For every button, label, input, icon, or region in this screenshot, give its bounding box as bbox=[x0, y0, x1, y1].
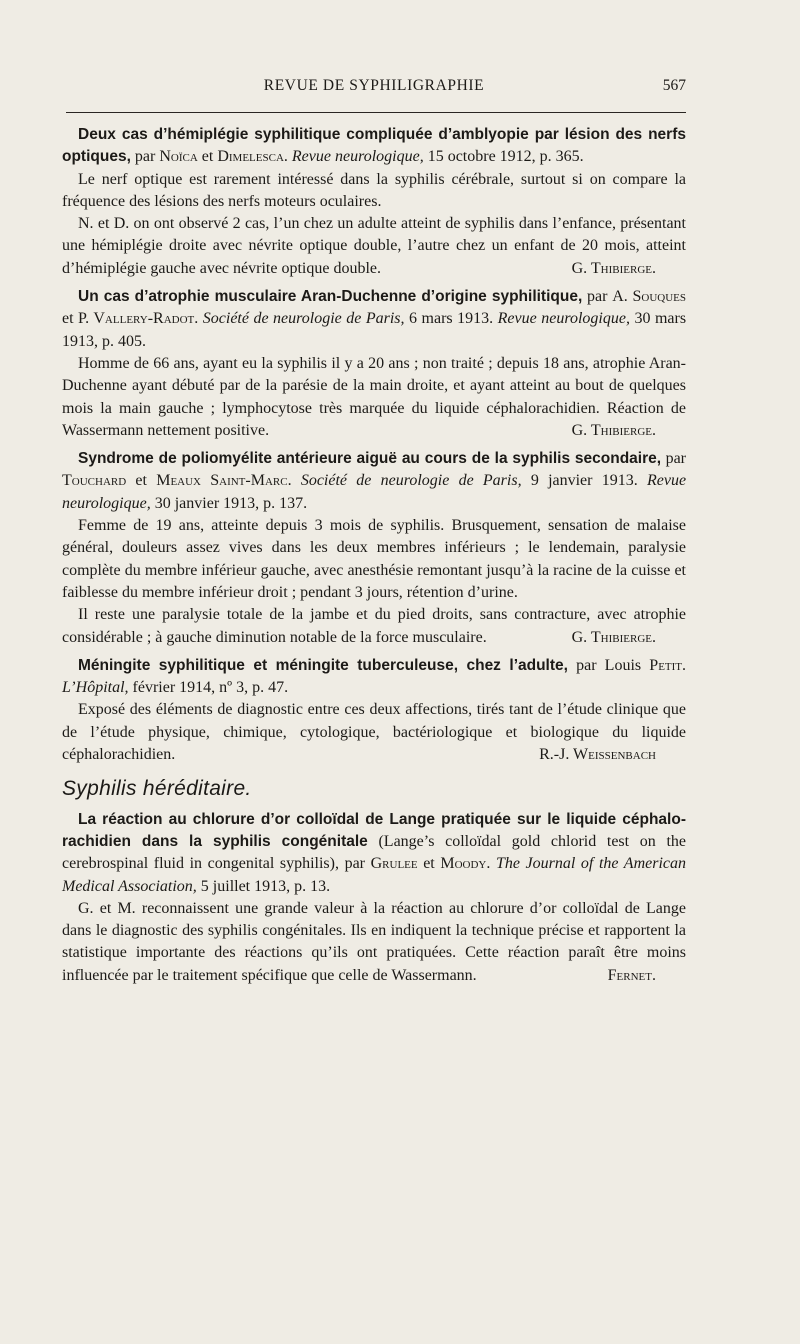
journal-name: Revue neurologique, bbox=[291, 148, 424, 166]
citation-date: février 1914, nº 3, p. 47. bbox=[132, 679, 289, 697]
citation-date: 30 mars 1913, p. 405. bbox=[62, 310, 687, 350]
signature: R.-J. Weissenbach bbox=[539, 746, 656, 764]
review-entry-hemiplegie bbox=[62, 124, 686, 280]
citation-date: 6 mars 1913. bbox=[409, 310, 494, 328]
page-content bbox=[62, 124, 686, 993]
entry-paragraph: Le nerf optique est rarement intéressé dans la syphilis cérébrale, surtout si on compare la fréquence des lésions des nerfs moteurs oculaires. bbox=[62, 170, 686, 210]
entry-paragraph-text: N. et D. on ont observé 2 cas, l’un chez un adulte atteint de syphilis dans l’enfance, présentant une hémiplégie droite avec névrite optique double, l’autre chez un enfant de 20 mois, atteint d’hémiplégie gauche avec névrite optique double. bbox=[62, 215, 686, 277]
entry-citation bbox=[62, 809, 686, 898]
entry-paragraph: Femme de 19 ans, atteinte depuis 3 mois de syphilis. Brusquement, sensation de malaise général, douleurs assez vives dans les deux membres inférieurs ; le lendemain, paralysie complète du membre inférieur gauche, avec anesthésie remontant jusqu’à la racine de la cuisse et faiblesse du membre inférieur droit ; pendant 3 jours, rétention d’urine. bbox=[62, 517, 686, 601]
citation-by: par bbox=[665, 450, 687, 468]
journal-name: Revue neurologique, bbox=[62, 472, 687, 512]
english-title: (Lange’s colloïdal gold chlorid test on the cerebrospinal fluid in congenital syphilis), bbox=[62, 832, 687, 873]
entry-title: La réaction au chlorure d’or colloïdal de Lange pratiquée sur le liquide céphalo-rachidien dans la syphilis congénitale bbox=[62, 810, 686, 850]
review-entry-poliomyelite bbox=[62, 448, 686, 649]
signature: Fernet. bbox=[607, 966, 656, 984]
review-entry-lange-reaction bbox=[62, 809, 686, 987]
entry-paragraph-text: Il reste une paralysie totale de la jambe et du pied droits, sans contracture, avec atrophie considérable ; à gauche diminution notable de la force musculaire. bbox=[62, 606, 686, 646]
citation-and: et bbox=[423, 855, 435, 873]
entry-paragraph-text: Homme de 66 ans, ayant eu la syphilis il y a 20 ans ; non traité ; depuis 18 ans, atrophie Aran-Duchenne ayant débuté par de la parésie de la main droite, et ayant atteint au bout de quelques mois la main gauche ; lymphocytose très marquée du liquide céphalorachidien. Réaction de Wassermann nettement positive. bbox=[62, 354, 686, 439]
journal-name: Société de neurologie de Paris, bbox=[202, 310, 405, 328]
citation-and: et bbox=[62, 310, 74, 328]
author: Touchard bbox=[62, 472, 127, 490]
author: Grulee bbox=[370, 855, 418, 873]
journal-name: L’Hôpital, bbox=[62, 679, 129, 697]
author: P. Vallery-Radot. bbox=[78, 310, 199, 328]
citation-date: 15 octobre 1912, p. 365. bbox=[427, 148, 584, 166]
entry-paragraph bbox=[62, 353, 686, 442]
signature: G. Thibierge. bbox=[571, 628, 656, 646]
review-entry-meningite bbox=[62, 655, 686, 766]
page-number: 567 bbox=[662, 77, 686, 94]
journal-name: Revue neurologique, bbox=[497, 310, 630, 328]
citation-by: par bbox=[587, 288, 608, 306]
author: Noïca bbox=[159, 148, 198, 166]
entry-paragraph bbox=[62, 213, 686, 280]
author: Moody. bbox=[440, 855, 491, 873]
entry-title: Un cas d’atrophie musculaire Aran-Duchenne d’origine syphilitique, bbox=[78, 288, 583, 306]
citation-date: 9 janvier 1913. bbox=[530, 472, 638, 490]
entry-paragraph bbox=[62, 699, 686, 766]
citation-and: et bbox=[135, 472, 147, 490]
entry-citation bbox=[62, 124, 686, 169]
section-heading: Syphilis héréditaire. bbox=[62, 777, 252, 801]
citation-by: par bbox=[134, 148, 156, 166]
author: Petit. bbox=[649, 656, 687, 674]
header-rule bbox=[66, 112, 686, 113]
page-header bbox=[62, 77, 686, 99]
entry-paragraph bbox=[62, 604, 686, 649]
running-title: REVUE DE SYPHILIGRAPHIE bbox=[263, 77, 485, 94]
entry-paragraph bbox=[62, 898, 686, 987]
citation-date: 30 janvier 1913, p. 137. bbox=[154, 494, 308, 512]
entry-title: Méningite syphilitique et méningite tuberculeuse, chez l’adulte, bbox=[78, 656, 568, 674]
author: Dimelesca. bbox=[217, 148, 288, 166]
citation-and: et bbox=[201, 148, 214, 166]
citation-by: par Louis bbox=[576, 656, 642, 674]
journal-name: Société de neurologie de Paris, bbox=[300, 472, 522, 490]
author: Meaux Saint-Marc. bbox=[156, 472, 292, 490]
entry-paragraph-text: G. et M. reconnaissent une grande valeur à la réaction au chlorure d’or colloïdal de Lange dans le diagnostic des syphilis congénitales. Ils en indiquent la technique précise et rapportent la statistique importante des réactions qu’ils ont pratiquées. Cette réaction paraît être moins influencée par le traitement spécifique que celle de Wassermann. bbox=[62, 899, 686, 984]
entry-citation bbox=[62, 286, 686, 353]
signature: G. Thibierge. bbox=[571, 421, 656, 439]
review-entry-aran-duchenne bbox=[62, 286, 686, 442]
entry-title: Syndrome de poliomyélite antérieure aiguë au cours de la syphilis secondaire, bbox=[78, 450, 662, 468]
entry-title: Deux cas d’hémiplégie syphilitique compliquée d’amblyopie par lésion des nerfs optiques, bbox=[62, 126, 686, 166]
journal-name: The Journal of the American Medical Association, bbox=[62, 855, 687, 895]
citation-by: par bbox=[344, 855, 366, 873]
author: A. Souques bbox=[612, 288, 687, 306]
entry-citation bbox=[62, 448, 686, 515]
entry-citation bbox=[62, 655, 686, 700]
entry-paragraph-text: Exposé des éléments de diagnostic entre ces deux affections, tirés tant de l’étude clinique que de l’étude physique, chimique, cytologique, bactériologique et biologique du liquide céphalorachidien. bbox=[62, 701, 686, 764]
signature: G. Thibierge. bbox=[571, 259, 656, 277]
citation-date: 5 juillet 1913, p. 13. bbox=[200, 877, 331, 895]
